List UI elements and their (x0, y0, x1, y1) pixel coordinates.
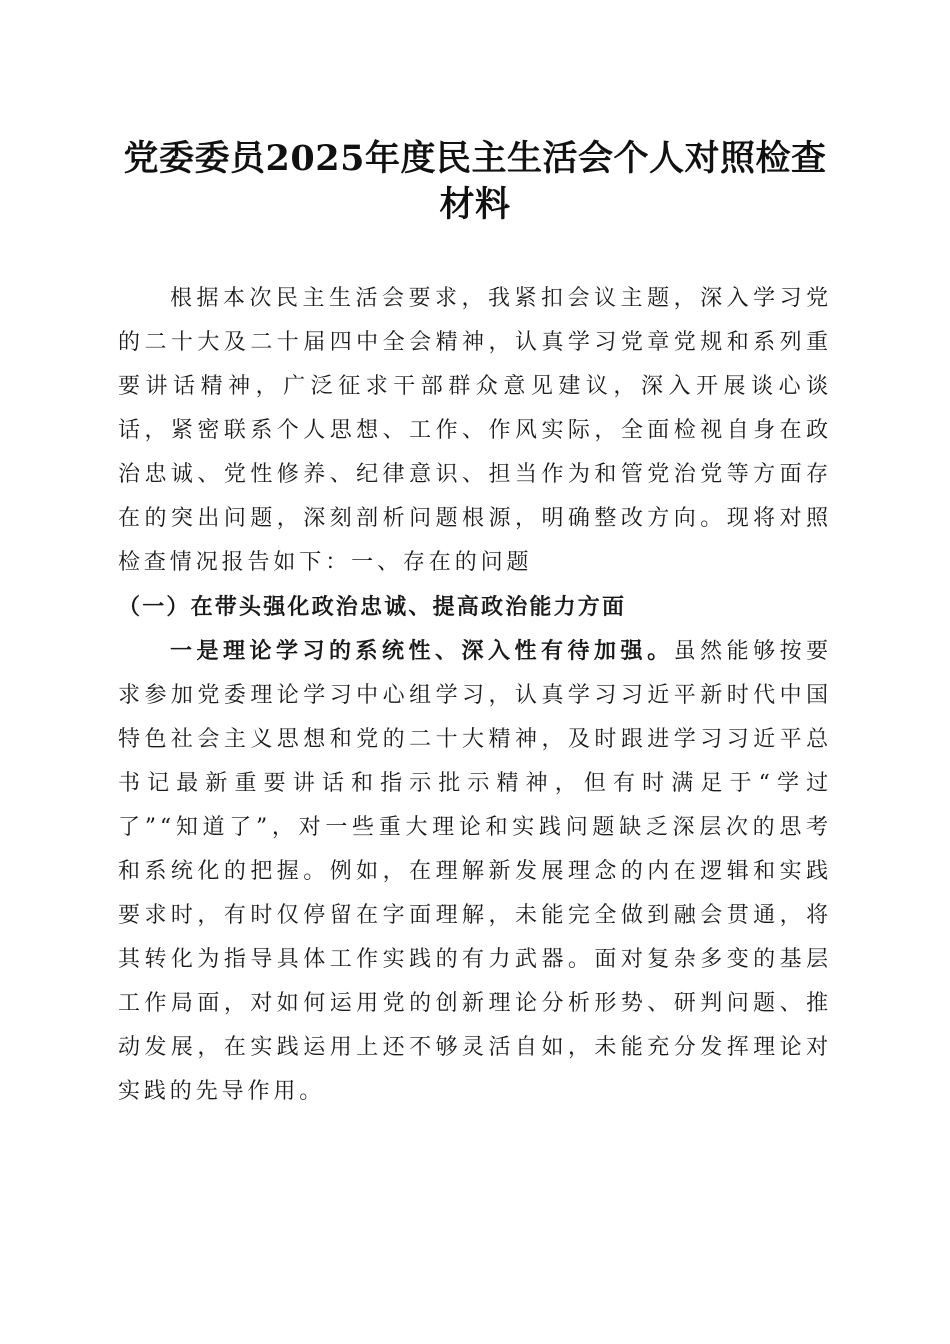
document-body (118, 277, 832, 1114)
document-title (110, 136, 840, 228)
title-line-2: 材料 (439, 184, 511, 225)
point-1-lead: 一是理论学习的系统性、深入性有待加强。 (170, 638, 674, 664)
point-1-paragraph (118, 629, 832, 1114)
title-line-1: 党委委员2025年度民主生活会个人对照检查 (123, 138, 827, 179)
intro-paragraph: 根据本次民主生活会要求，我紧扣会议主题，深入学习党的二十大及二十届四中全会精神，认真学习党章党规和系列重要讲话精神，广泛征求干部群众意见建议，深入开展谈心谈话，紧密联系个人思想、工作、作风实际，全面检视自身在政治忠诚、党性修养、纪律意识、担当作为和管党治党等方面存在的突出问题，深刻剖析问题根源，明确整改方向。现将对照检查情况报告如下：一、存在的问题 (118, 286, 832, 575)
section-heading: （一）在带头强化政治忠诚、提高政治能力方面 (118, 594, 627, 620)
point-1-body: 虽然能够按要求参加党委理论学习中心组学习，认真学习习近平新时代中国特色社会主义思想和党的二十大精神，及时跟进学习习近平总书记最新重要讲话和指示批示精神，但有时满足于“学过了”“知道了”，对一些重大理论和实践问题缺乏深层次的思考和系统化的把握。例如，在理解新发展理念的内在逻辑和实践要求时，有时仅停留在字面理解，未能完全做到融会贯通，将其转化为指导具体工作实践的有力武器。面对复杂多变的基层工作局面，对如何运用党的创新理论分析形势、研判问题、推动发展，在实践运用上还不够灵活自如，未能充分发挥理论对实践的先导作用。 (118, 639, 832, 1104)
